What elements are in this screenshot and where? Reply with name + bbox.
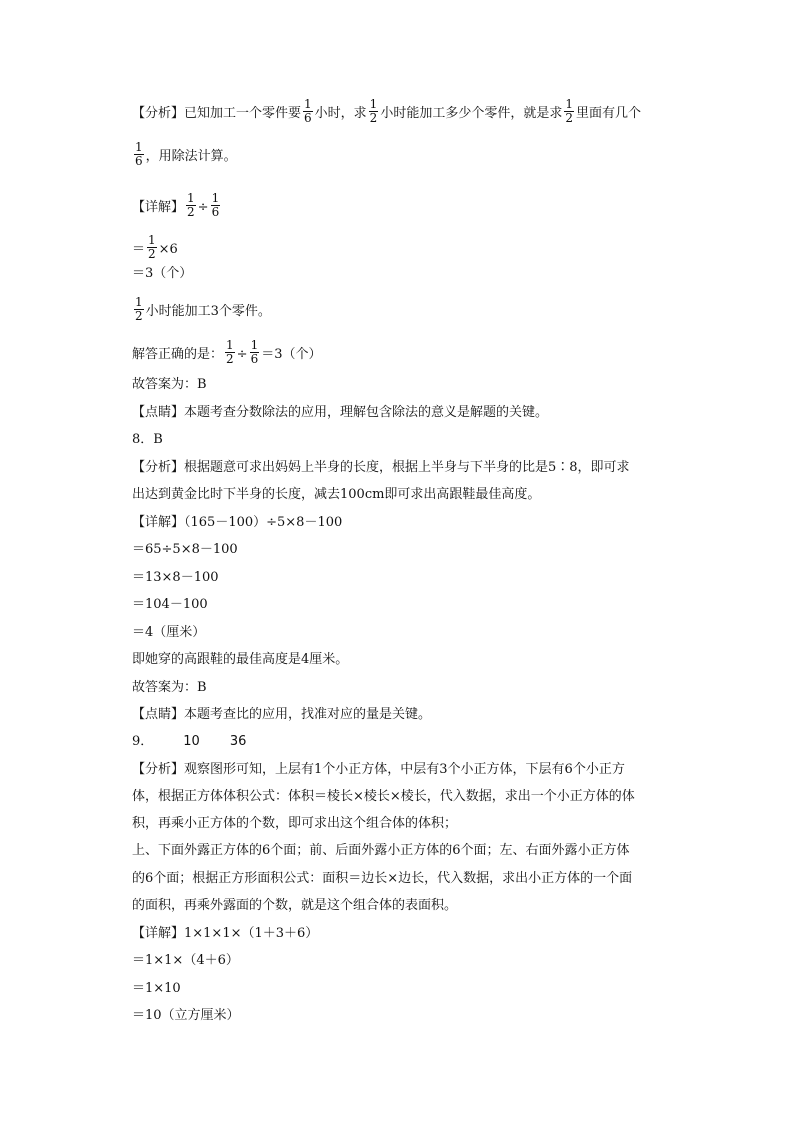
text: 解答正确的是：	[132, 347, 224, 362]
fraction-one-half: $\frac{1}{2}$	[369, 97, 378, 125]
fraction-one-half: $\frac{1}{2}$	[565, 97, 573, 125]
q9-step-2: ＝1×10	[132, 981, 181, 996]
q7-sentence	[132, 295, 271, 325]
fraction-one-half: $\frac{1}{2}$	[135, 295, 143, 323]
q9-analysis-line-2: 体，根据正方体体积公式：体积＝棱长×棱长×棱长，代入数据，求出一个小正方体的体	[132, 789, 635, 804]
q7-step-1	[132, 233, 178, 263]
q9-answer-2: 36	[229, 734, 247, 749]
q9-number-line	[132, 734, 246, 750]
q9-detail: 【详解】1×1×1×（1＋3＋6）	[132, 926, 319, 941]
text: ，用除法计算。	[145, 149, 237, 164]
fraction-one-half: $\frac{1}{2}$	[226, 338, 234, 366]
q8-number: 8．B	[132, 432, 163, 447]
q7-analysis-line-2	[132, 140, 237, 170]
text: 里面有几个	[575, 106, 641, 121]
text: 【分析】已知加工一个零件要	[132, 106, 302, 121]
q9-answer-1: 10	[183, 734, 200, 749]
q8-step-3: ＝104－100	[132, 597, 208, 612]
q7-correct	[132, 338, 322, 368]
q9-step-3: ＝10（立方厘米）	[132, 1008, 240, 1023]
q9-analysis-line-5: 的6个面；根据正方形面积公式：面积＝边长×边长，代入数据，求出小正方体的一个面	[132, 871, 633, 886]
text: ＝3（个）	[261, 347, 322, 362]
q7-analysis-line-1	[132, 97, 641, 127]
q9-analysis-line-3: 积，再乘小正方体的个数，即可求出这个组合体的体积；	[132, 816, 458, 831]
text: 小时能加工3个零件。	[145, 304, 271, 319]
q7-step-2: ＝3（个）	[132, 266, 193, 281]
q8-analysis-line-1: 【分析】根据题意可求出妈妈上半身的长度，根据上半身与下半身的比是5∶8，即可求	[132, 460, 630, 475]
q8-conclusion: 即她穿的高跟鞋的最佳高度是4厘米。	[132, 652, 349, 667]
text: 小时能加工多少个零件，就是求	[380, 106, 563, 121]
fraction-one-sixth: $\frac{1}{6}$	[250, 338, 259, 366]
q8-detail: 【详解】（165－100）÷5×8－100	[132, 515, 343, 530]
q9-number: 9．	[132, 734, 154, 749]
q9-step-1: ＝1×1×（4＋6）	[132, 953, 239, 968]
q8-step-4: ＝4（厘米）	[132, 625, 206, 640]
fraction-one-half: $\frac{1}{2}$	[187, 191, 195, 219]
q7-detail	[132, 191, 222, 221]
q8-analysis-line-2: 出达到黄金比时下半身的长度，减去100cm即可求出高跟鞋最佳高度。	[132, 487, 541, 502]
q8-answer: 故答案为：B	[132, 680, 207, 695]
fraction-one-sixth: $\frac{1}{6}$	[211, 191, 220, 219]
q8-step-1: ＝65÷5×8－100	[132, 542, 238, 557]
divide-sign: ÷	[236, 347, 248, 362]
text: ×6	[158, 242, 178, 257]
q9-analysis-line-6: 的面积，再乘外露面的个数，就是这个组合体的表面积。	[132, 898, 458, 913]
q8-step-2: ＝13×8－100	[132, 570, 219, 585]
equals: ＝	[132, 242, 146, 257]
fraction-one-sixth: $\frac{1}{6}$	[304, 97, 312, 125]
fraction-one-sixth: $\frac{1}{6}$	[135, 140, 143, 168]
detail-label: 【详解】	[132, 200, 185, 215]
q7-comment: 【点睛】本题考查分数除法的应用，理解包含除法的意义是解题的关键。	[132, 405, 549, 420]
q9-analysis-line-1: 【分析】观察图形可知，上层有1个小正方体，中层有3个小正方体，下层有6个小正方	[132, 762, 625, 777]
q9-analysis-line-4: 上、下面外露正方体的6个面；前、后面外露小正方体的6个面；左、右面外露小正方体	[132, 843, 630, 858]
text: 小时，求	[314, 106, 367, 121]
divide-sign: ÷	[197, 200, 209, 215]
fraction-one-half: $\frac{1}{2}$	[148, 233, 156, 261]
q8-comment: 【点睛】本题考查比的应用，找准对应的量是关键。	[132, 707, 432, 722]
q7-answer: 故答案为：B	[132, 377, 207, 392]
